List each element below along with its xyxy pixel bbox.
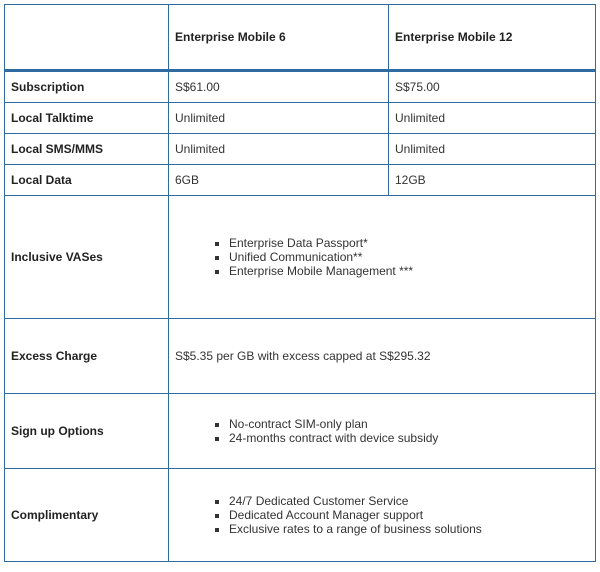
table-row-local-sms-mms — [5, 134, 596, 165]
header-enterprise-mobile-6: Enterprise Mobile 6 — [169, 5, 389, 71]
table-row-complimentary — [5, 469, 596, 562]
complimentary-list — [175, 494, 589, 536]
header-row — [5, 5, 596, 71]
list-item: ▪ No-contract SIM-only plan — [229, 417, 589, 431]
list-item: ▪ Exclusive rates to a range of business solutions — [229, 522, 589, 536]
row-label: Excess Charge — [5, 319, 169, 394]
row-label: Sign up Options — [5, 394, 169, 469]
table-row-sign-up-options — [5, 394, 596, 469]
cell-plan6: Unlimited — [169, 134, 389, 165]
row-label: Local Data — [5, 165, 169, 196]
cell-plan12: Unlimited — [389, 103, 596, 134]
excess-charge-value: S$5.35 per GB with excess capped at S$295.32 — [169, 319, 596, 394]
row-label: Complimentary — [5, 469, 169, 562]
list-item: ▪ Unified Communication** — [229, 250, 589, 264]
plan-comparison-table — [4, 4, 596, 562]
table-row-inclusive-vases — [5, 196, 596, 319]
list-item: ▪ 24/7 Dedicated Customer Service — [229, 494, 589, 508]
row-label: Local SMS/MMS — [5, 134, 169, 165]
table-row-subscription — [5, 71, 596, 103]
list-item: ▪ Enterprise Mobile Management *** — [229, 264, 589, 278]
list-item: ▪ Enterprise Data Passport* — [229, 236, 589, 250]
table-row-local-talktime — [5, 103, 596, 134]
header-enterprise-mobile-12: Enterprise Mobile 12 — [389, 5, 596, 71]
signup-list — [175, 417, 589, 445]
list-item: ▪ Dedicated Account Manager support — [229, 508, 589, 522]
cell-plan6: S$61.00 — [169, 71, 389, 103]
row-label: Subscription — [5, 71, 169, 103]
vases-cell — [169, 196, 596, 319]
list-item: ▪ 24-months contract with device subsidy — [229, 431, 589, 445]
cell-plan12: 12GB — [389, 165, 596, 196]
cell-plan12: S$75.00 — [389, 71, 596, 103]
cell-plan12: Unlimited — [389, 134, 596, 165]
row-label: Local Talktime — [5, 103, 169, 134]
cell-plan6: 6GB — [169, 165, 389, 196]
table-row-excess-charge — [5, 319, 596, 394]
cell-plan6: Unlimited — [169, 103, 389, 134]
header-empty-cell — [5, 5, 169, 71]
row-label: Inclusive VASes — [5, 196, 169, 319]
table-row-local-data — [5, 165, 596, 196]
complimentary-cell — [169, 469, 596, 562]
signup-cell — [169, 394, 596, 469]
vases-list — [175, 236, 589, 278]
